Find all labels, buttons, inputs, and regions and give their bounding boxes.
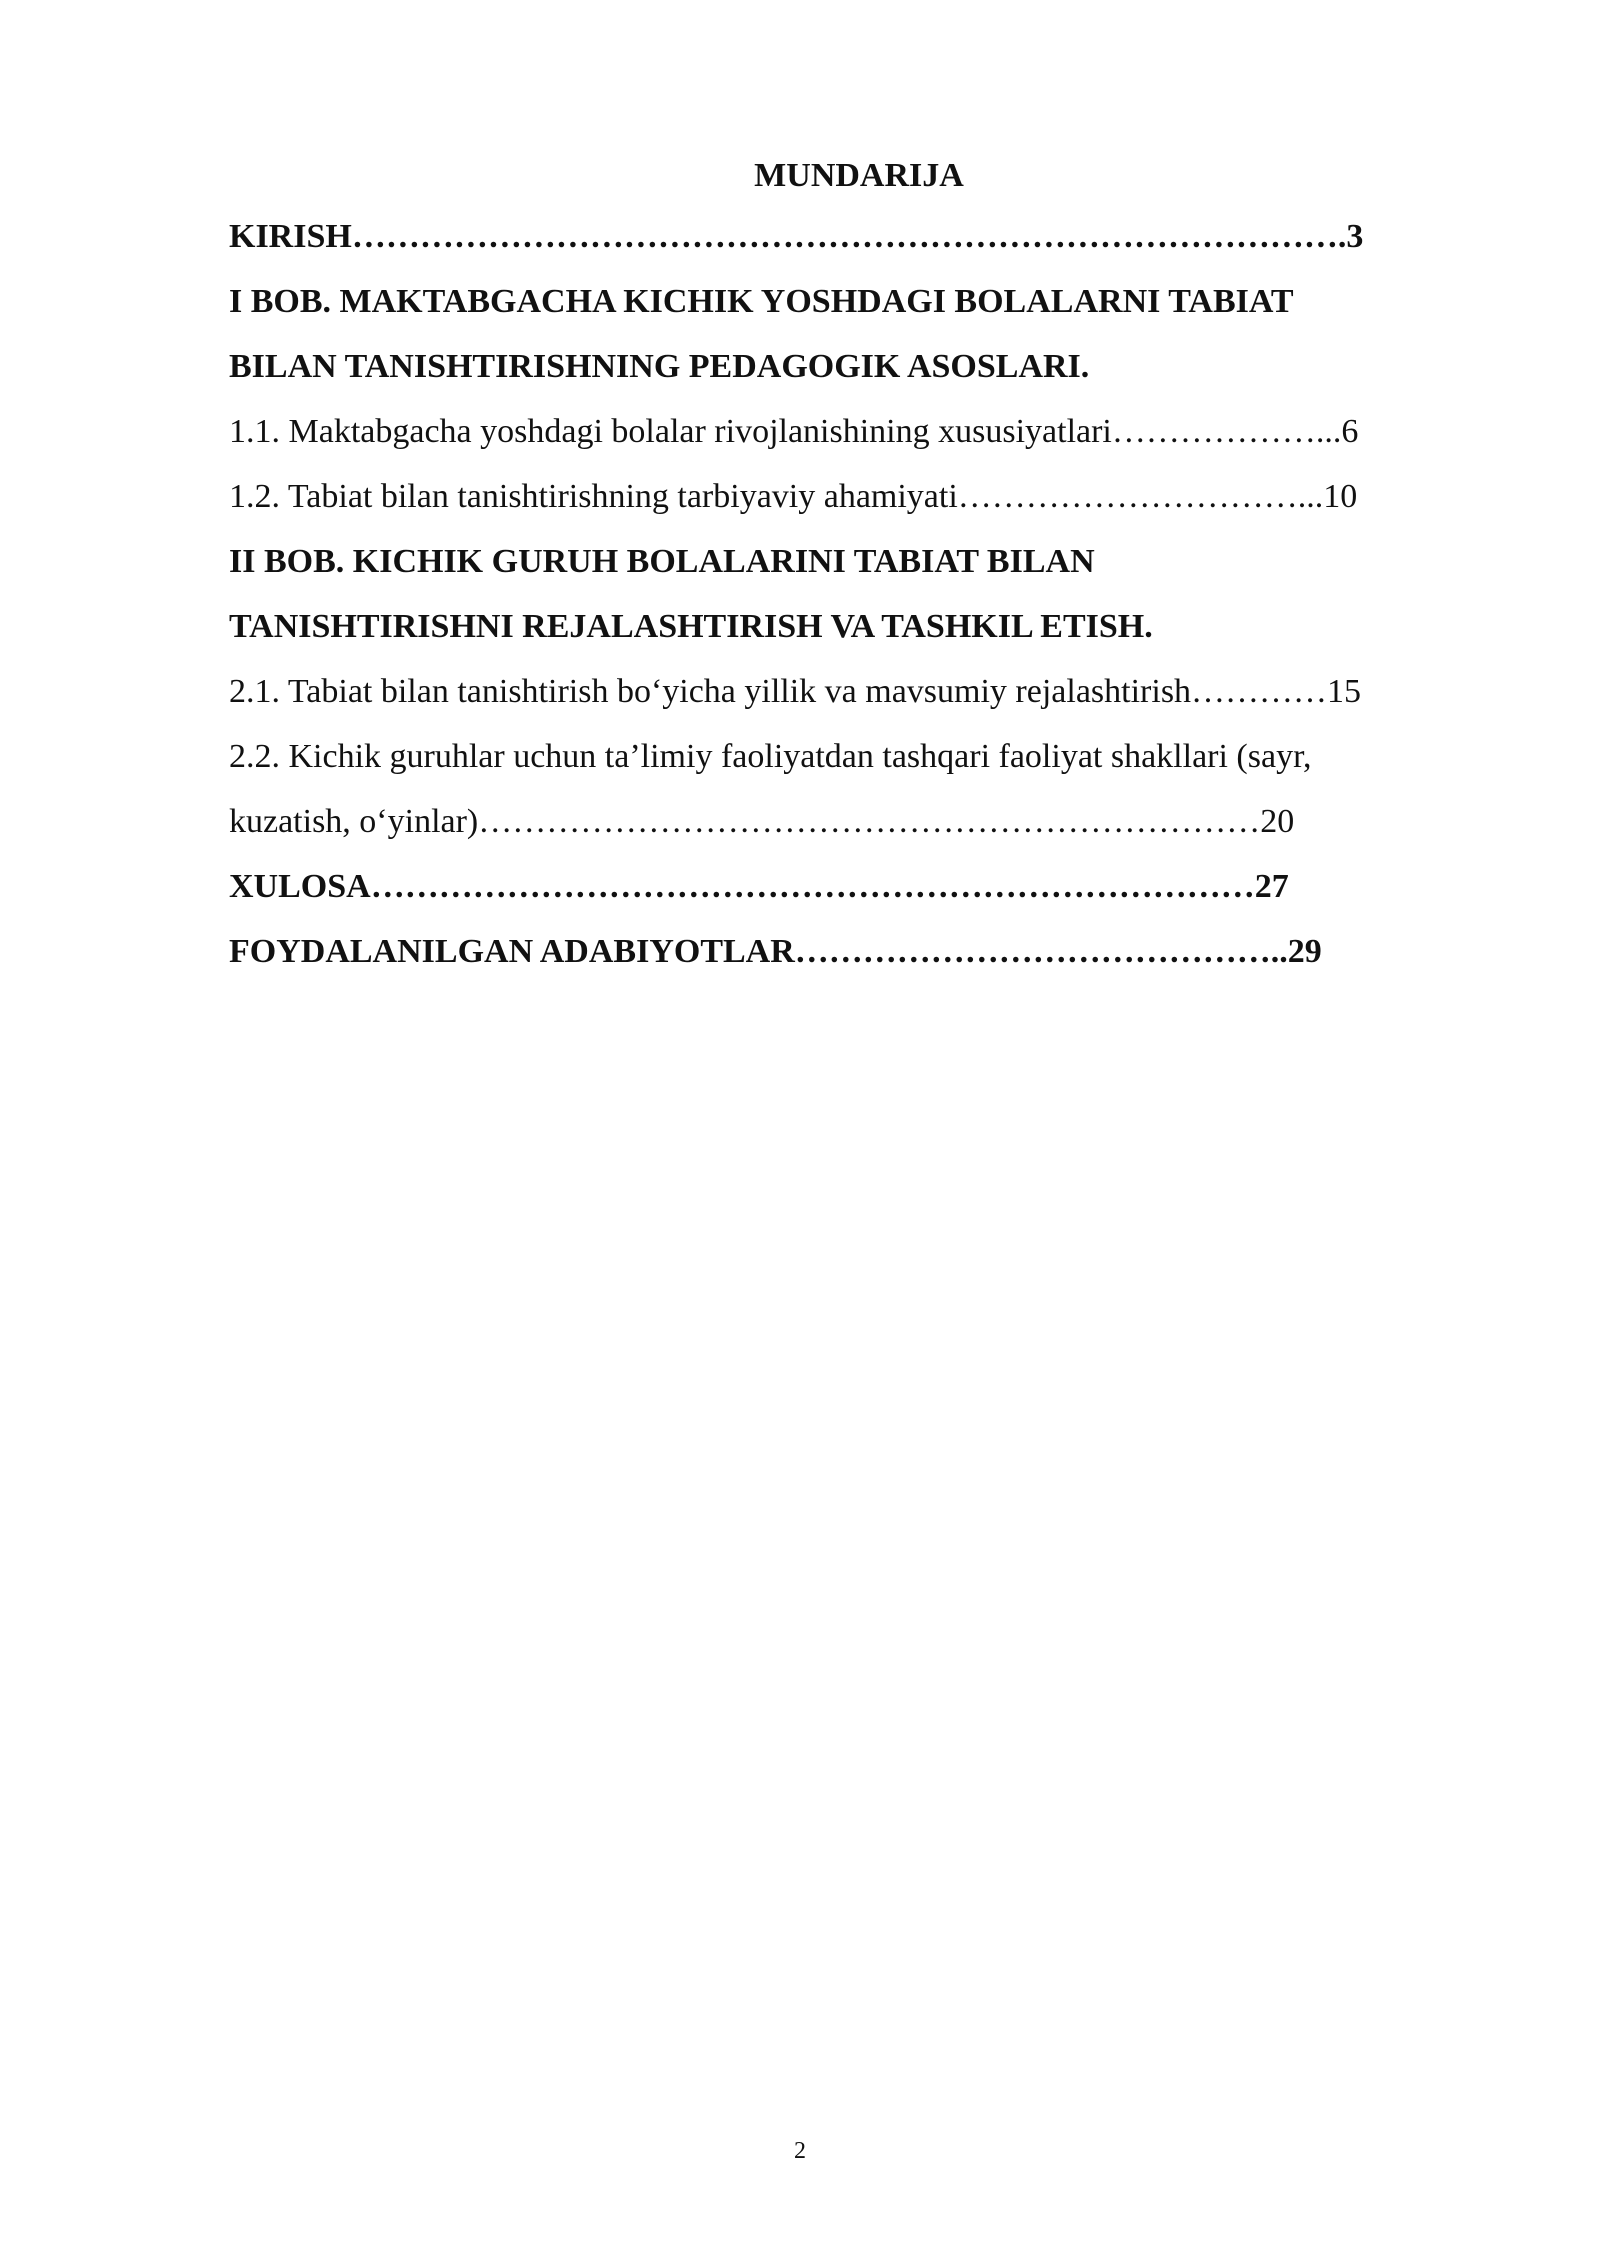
- toc-entry-2-1: 2.1. Tabiat bilan tanishtirish bo‘yicha yillik va mavsumiy rejalashtirish…………15: [229, 673, 1362, 710]
- toc-entry-introduction: KIRISH…………………………………………………………………………….3: [229, 218, 1364, 255]
- toc-title: MUNDARIJA: [754, 157, 964, 194]
- toc-entry-1-1: 1.1. Maktabgacha yoshdagi bolalar rivojlanishining xususiyatlari………………...6: [229, 413, 1359, 450]
- toc-chapter-2-heading-line-2: TANISHTIRISHNI REJALASHTIRISH VA TASHKIL ETISH.: [229, 608, 1153, 645]
- toc-chapter-1-heading-line-2: BILAN TANISHTIRISHNING PEDAGOGIK ASOSLARI.: [229, 348, 1090, 385]
- toc-entry-conclusion: XULOSA……………………………………………………………………27: [229, 868, 1289, 905]
- toc-chapter-1-heading-line-1: I BOB. MAKTABGACHA KICHIK YOSHDAGI BOLALARNI TABIAT: [229, 283, 1294, 320]
- table-of-contents: [229, 148, 1489, 984]
- toc-entry-2-2-line-1: 2.2. Kichik guruhlar uchun ta’limiy faoliyatdan tashqari faoliyat shakllari (sayr,: [229, 738, 1312, 775]
- toc-chapter-2-heading-line-1: II BOB. KICHIK GURUH BOLALARINI TABIAT BILAN: [229, 543, 1095, 580]
- toc-entry-2-2-line-2: kuzatish, o‘yinlar)……………………………………………………………20: [229, 803, 1295, 840]
- page-number: 2: [794, 2138, 806, 2164]
- toc-entry-1-2: 1.2. Tabiat bilan tanishtirishning tarbiyaviy ahamiyati…………………………...10: [229, 478, 1358, 515]
- toc-entry-references: FOYDALANILGAN ADABIYOTLAR……………………………………..29: [229, 933, 1322, 970]
